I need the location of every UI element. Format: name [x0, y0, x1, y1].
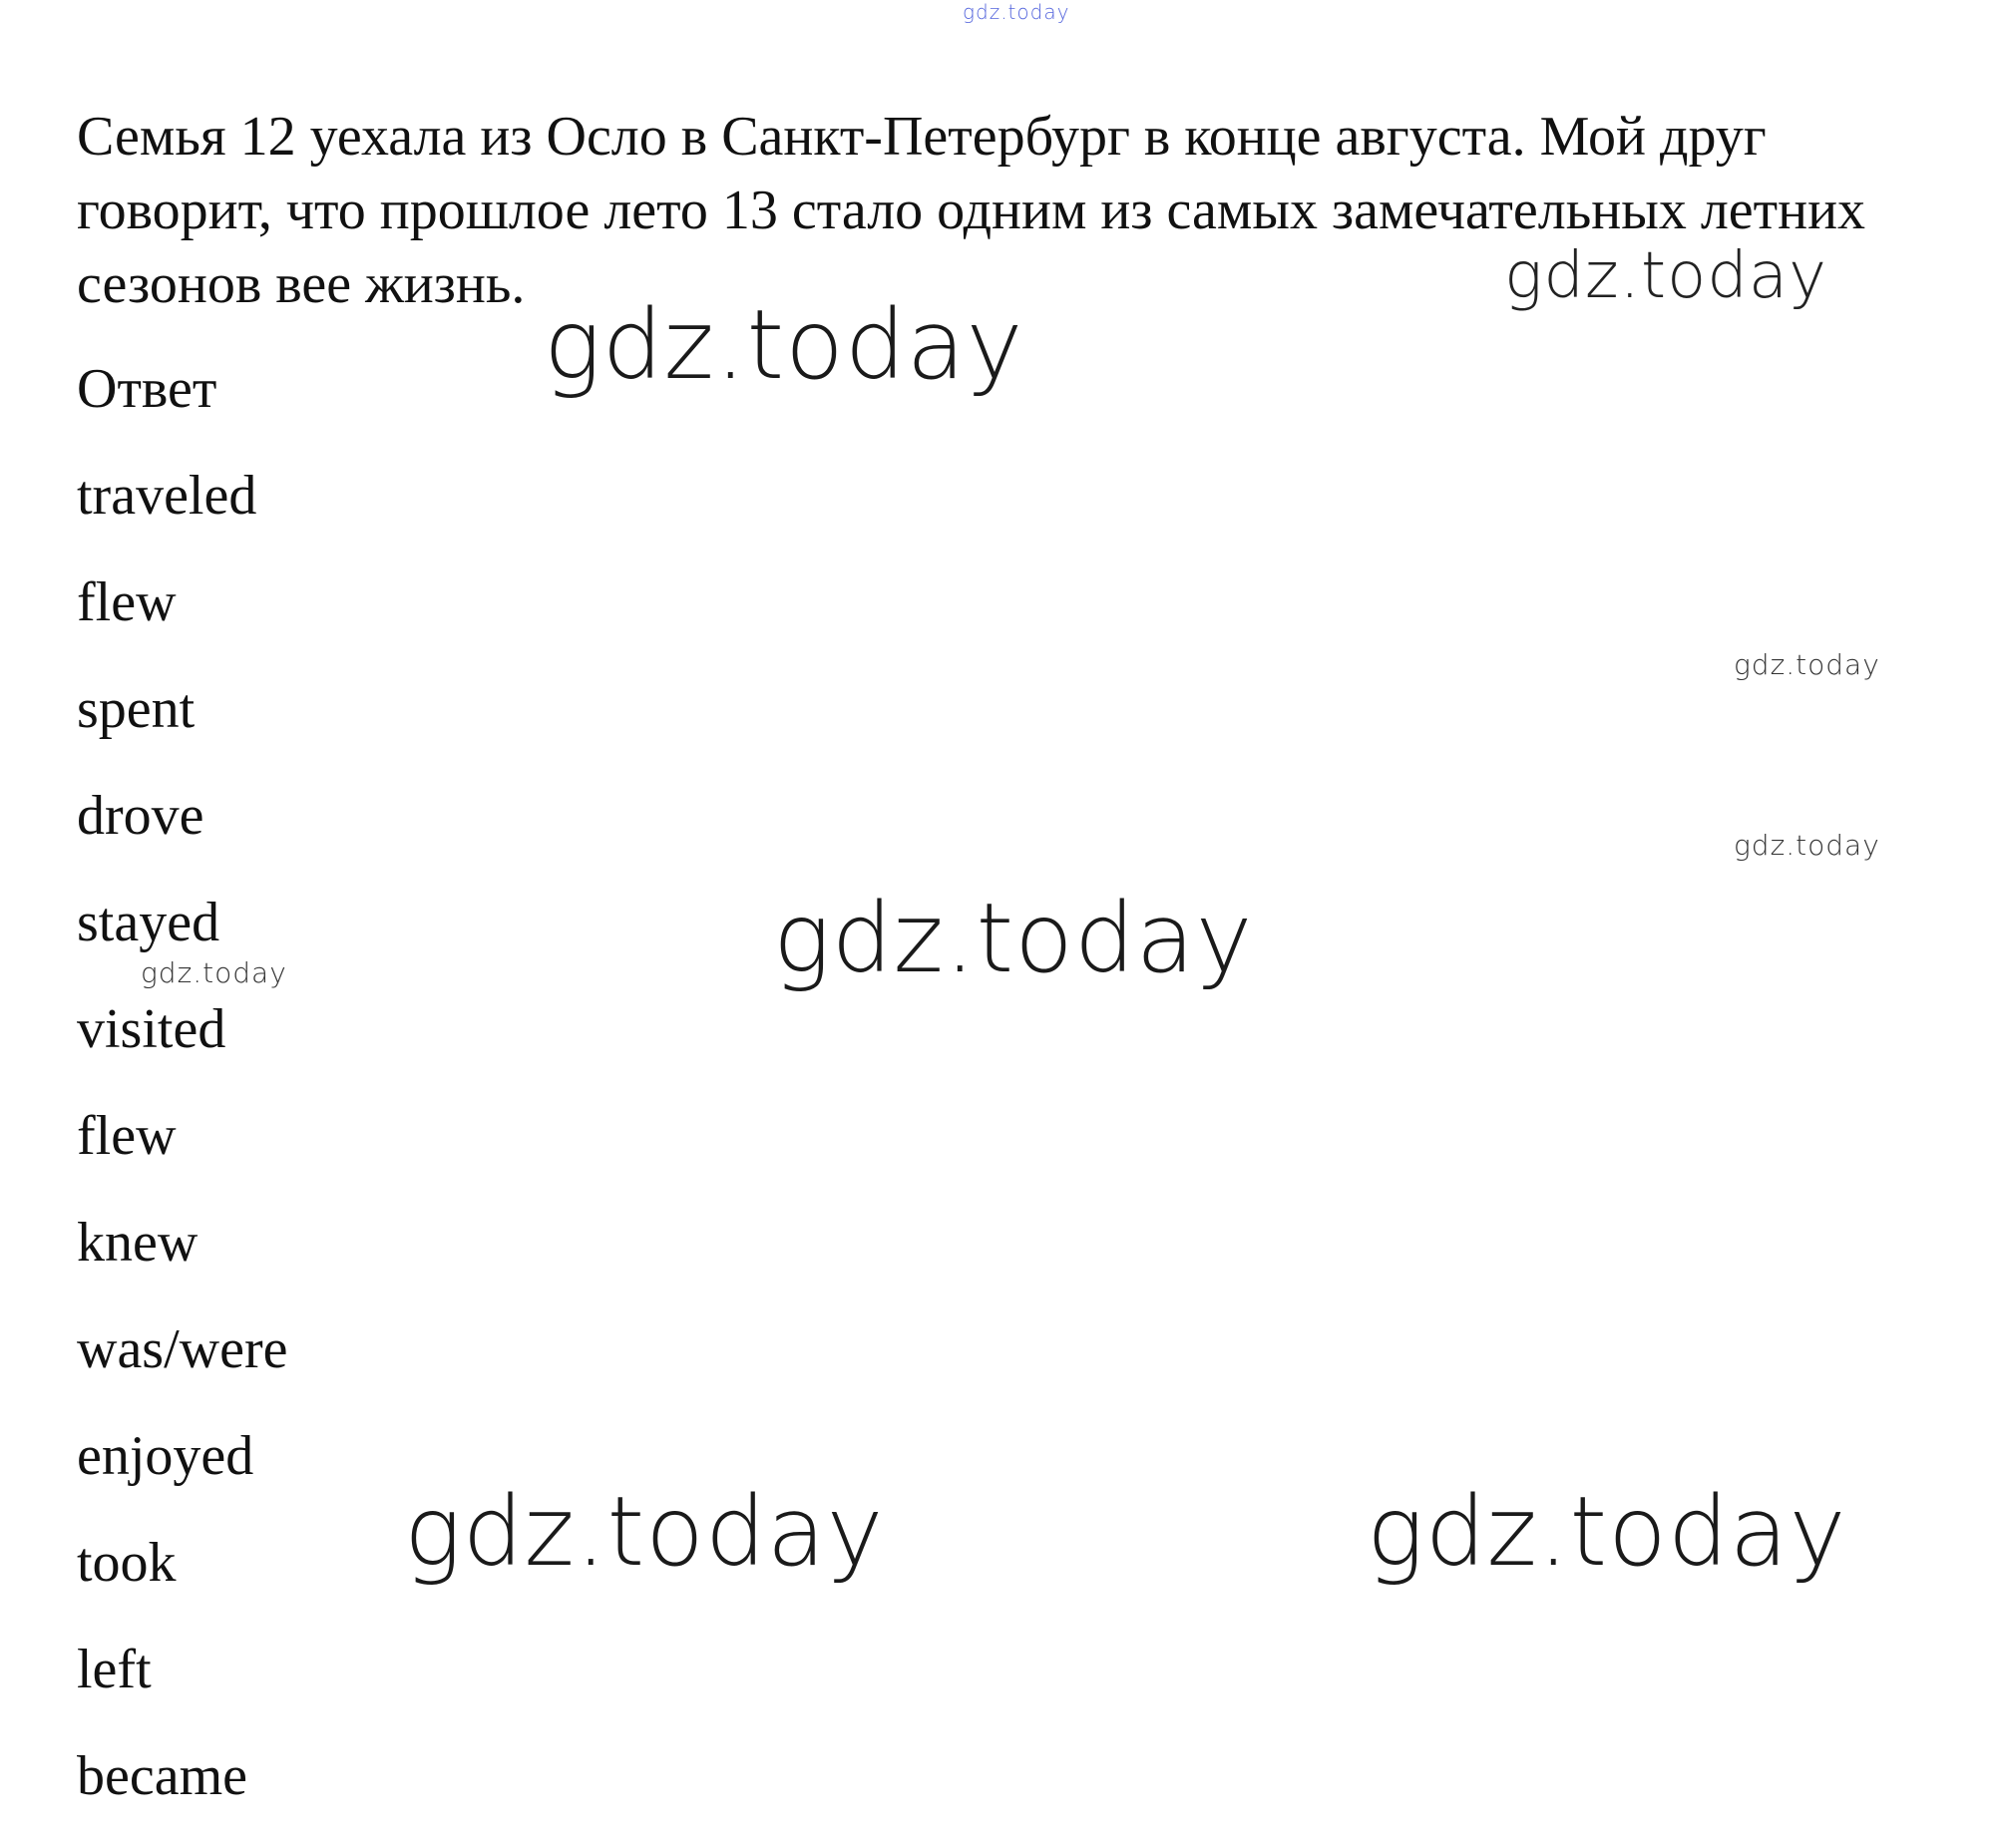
watermark-upper-center: gdz.today	[544, 289, 1024, 401]
answer-item: became	[77, 1745, 247, 1807]
answer-list	[77, 463, 287, 1848]
answer-item: visited	[77, 998, 226, 1060]
watermark-upper-right: gdz.today	[1504, 239, 1827, 313]
answer-item: left	[77, 1639, 152, 1700]
answer-item: knew	[77, 1212, 199, 1274]
answer-item: drove	[77, 785, 204, 847]
watermark-lower-right: gdz.today	[1367, 1476, 1847, 1588]
answer-item: spent	[77, 678, 196, 740]
watermark-center: gdz.today	[773, 883, 1254, 994]
watermark-right-2: gdz.today	[1734, 829, 1880, 862]
answer-item: traveled	[77, 465, 257, 527]
watermark-right-1: gdz.today	[1734, 648, 1880, 681]
answer-item: flew	[77, 571, 177, 633]
answer-item: flew	[77, 1105, 177, 1167]
answer-item: stayed	[77, 892, 220, 953]
answer-item: took	[77, 1532, 177, 1594]
answer-heading: Ответ	[77, 358, 217, 420]
task-paragraph: Семья 12 уехала из Осло в Санкт-Петербург в конце августа. Мой друг говорит, что прошлое лето 13 стало одним из самых замечательных летних сезонов вее жизнь.	[77, 106, 1866, 315]
watermark-left: gdz.today	[141, 956, 287, 989]
watermark-top: gdz.today	[963, 0, 1070, 24]
answer-item: was/were	[77, 1318, 288, 1380]
answer-item: enjoyed	[77, 1425, 254, 1487]
watermark-lower-left: gdz.today	[404, 1476, 885, 1588]
